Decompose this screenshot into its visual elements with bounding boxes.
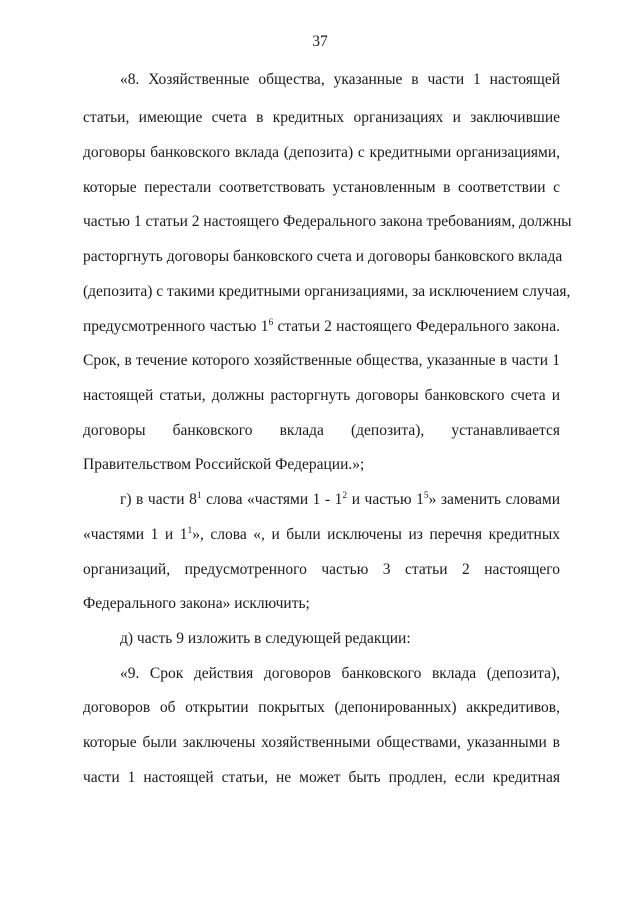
text-segment: (депозита) с такими кредитными организациями, за исключением случая,: [83, 283, 571, 300]
text-segment: расторгнуть договоры банковского счета и договоры банковского вклада: [83, 248, 563, 265]
text-line: [120, 70, 560, 90]
text-segment: частью 1 статьи 2 настоящего Федерального закона требованиям, должны: [83, 213, 572, 230]
text-line: [83, 594, 560, 614]
text-segment: слова «частями 1 - 1: [201, 491, 343, 508]
superscript: 2: [342, 490, 348, 501]
text-line: [83, 421, 560, 441]
text-segment: предусмотренного частью 1: [83, 318, 269, 335]
text-line: [83, 143, 560, 163]
text-segment: Срок, в течение которого хозяйственные общества, указанные в части 1: [83, 352, 560, 369]
text-line: [83, 455, 560, 475]
text-line: [83, 525, 560, 545]
superscript: 6: [268, 317, 274, 328]
superscript: 1: [187, 525, 193, 536]
superscript: 1: [196, 490, 202, 501]
text-segment: Правительством Российской Федерации.»;: [83, 456, 365, 473]
text-line: [83, 733, 560, 753]
text-line: [83, 768, 560, 788]
text-line: [120, 629, 560, 649]
text-line: [83, 351, 560, 371]
text-segment: статьи 2 настоящего Федерального закона.: [273, 318, 560, 335]
text-segment: «9. Срок действия договоров банковского вклада (депозита),: [120, 665, 560, 682]
text-line: [83, 386, 560, 406]
page-number: 37: [312, 33, 328, 50]
text-segment: которые перестали соответствовать установленным в соответствии с: [83, 179, 560, 196]
text-segment: которые были заключены хозяйственными обществами, указанными в: [83, 734, 560, 751]
text-line: [83, 108, 560, 128]
text-line: [83, 178, 560, 198]
text-line: [83, 560, 560, 580]
text-segment: » заменить словами: [428, 491, 560, 508]
text-segment: статьи, имеющие счета в кредитных организациях и заключившие: [83, 109, 560, 126]
text-segment: «8. Хозяйственные общества, указанные в части 1 настоящей: [120, 71, 560, 88]
text-segment: «частями 1 и 1: [83, 526, 188, 543]
text-segment: настоящей статьи, должны расторгнуть договоры банковского счета и: [83, 387, 560, 404]
text-segment: и частью 1: [347, 491, 424, 508]
text-segment: д) часть 9 изложить в следующей редакции:: [120, 630, 411, 647]
text-segment: договоров об открытии покрытых (депонированных) аккредитивов,: [83, 699, 560, 716]
text-segment: части 1 настоящей статьи, не может быть продлен, если кредитная: [83, 769, 560, 786]
text-segment: », слова «, и были исключены из перечня кредитных: [192, 526, 560, 543]
text-line: [83, 698, 560, 718]
text-segment: договоры банковского вклада (депозита) с кредитными организациями,: [83, 144, 560, 161]
text-line: [120, 664, 560, 684]
text-line: [83, 247, 563, 267]
superscript: 5: [423, 490, 429, 501]
text-segment: Федерального закона» исключить;: [83, 595, 310, 612]
text-segment: договоры банковского вклада (депозита), устанавливается: [83, 422, 560, 439]
text-line: [120, 490, 560, 510]
text-segment: г) в части 8: [120, 491, 197, 508]
text-line: [83, 317, 560, 337]
text-line: [83, 212, 572, 232]
text-segment: организаций, предусмотренного частью 3 статьи 2 настоящего: [83, 561, 560, 578]
text-line: [83, 282, 571, 302]
